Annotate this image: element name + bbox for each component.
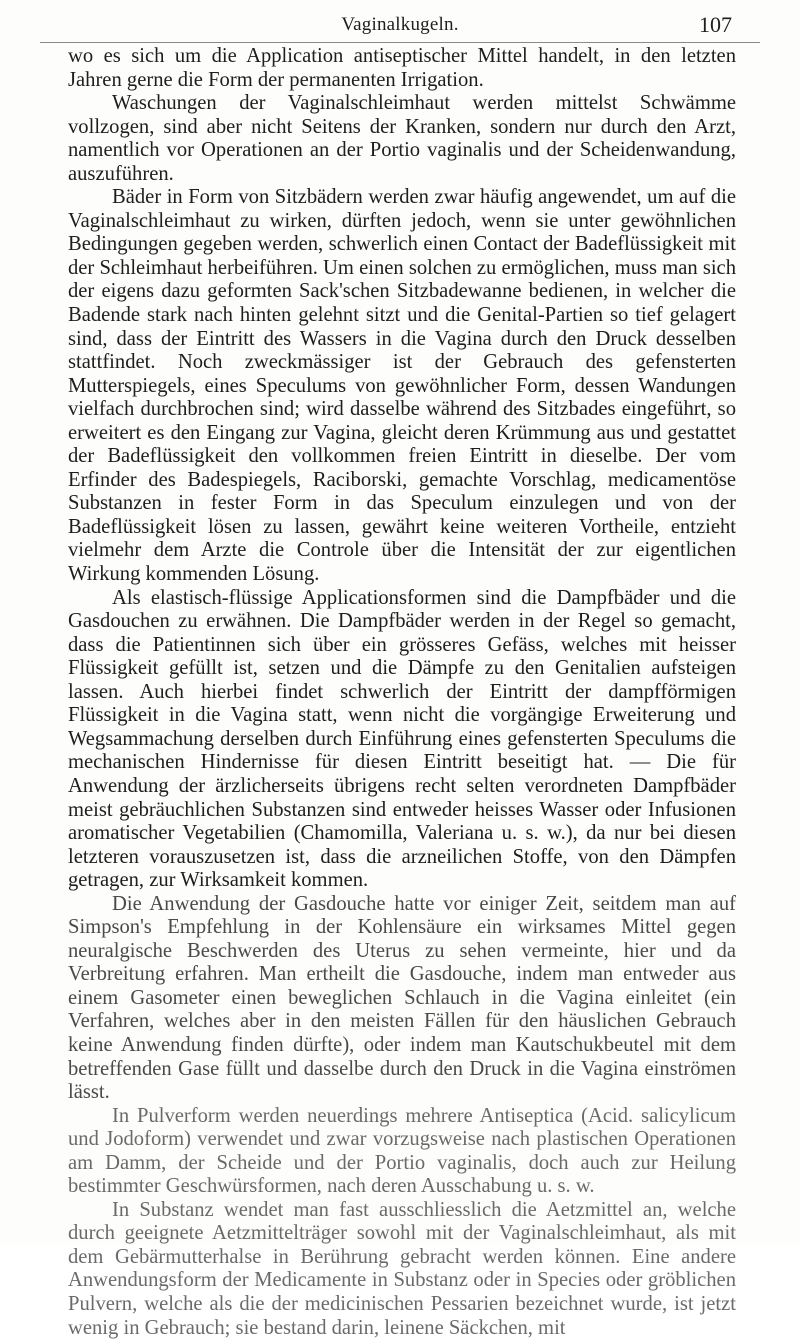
- running-title: Vaginalkugeln.: [341, 14, 459, 35]
- paragraph-3: Bäder in Form von Sitzbädern werden zwar häufig angewendet, um auf die Vaginalschleimhaut zu wirken, dürften jedoch, wenn sie unter gewöhnlichen Bedingungen gegeben werden, schwerlich einen Contact der Badeflüssigkeit mit der Schleimhaut herbeiführen. Um einen solchen zu ermöglichen, muss man sich der eigens dazu geformten Sack'schen Sitzbadewanne bedienen, in welcher die Badende stark nach hinten gelehnt sitzt und die Genital-Partien so tief gelagert sind, dass der Eintritt des Wassers in die Vagina durch den Druck desselben stattfindet. Noch zweckmässiger ist der Gebrauch des gefensterten Mutterspiegels, eines Speculums von gewöhnlicher Form, dessen Wandungen vielfach durchbrochen sind; wird dasselbe während des Sitzbades eingeführt, so erweitert es den Eingang zur Vagina, gleicht deren Krümmung aus und gestattet der Badeflüssigkeit den vollkommen freien Eintritt in dieselbe. Der vom Erfinder des Badespiegels, Raciborski, gemachte Vorschlag, medicamentöse Substanzen in fester Form in das Speculum einzulegen und von der Badeflüssigkeit lösen zu lassen, gewährt keine weiteren Vortheile, entzieht vielmehr dem Arzte die Controle über die Intensität der zur eigentlichen Wirkung kommenden Lösung.: [68, 186, 736, 586]
- text-body: [68, 45, 736, 1340]
- paragraph-4: Als elastisch-flüssige Applicationsformen sind die Dampfbäder und die Gasdouchen zu erwähnen. Die Dampfbäder werden in der Regel so gemacht, dass die Patientinnen sich über ein grösseres Gefäss, welches mit heisser Flüssigkeit gefüllt ist, setzen und die Dämpfe zu den Genitalien aufsteigen lassen. Auch hierbei findet schwerlich der Eintritt der dampfförmigen Flüssigkeit in die Vagina statt, wenn nicht die vorgängige Erweiterung und Wegsammachung derselben durch Einführung eines gefensterten Speculums die mechanischen Hindernisse für diesen Eintritt beseitigt hat. — Die für Anwendung der ärzlicherseits übrigens recht selten verordneten Dampfbäder meist gebräuchlichen Substanzen sind entweder heisses Wasser oder Infusionen aromatischer Vegetabilien (Chamomilla, Valeriana u. s. w.), da nur bei diesen letzteren vorauszusetzen ist, dass die arzneilichen Stoffe, von den Dämpfen getragen, zur Wirksamkeit kommen.: [68, 586, 736, 892]
- header-rule: [40, 42, 760, 43]
- paragraph-5: Die Anwendung der Gasdouche hatte vor einiger Zeit, seitdem man auf Simpson's Empfehlung in der Kohlensäure ein wirksames Mittel gegen neuralgische Beschwerden des Uterus zu sehen vermeinte, hier und da Verbreitung erfahren. Man ertheilt die Gasdouche, indem man entweder aus einem Gasometer einen beweglichen Schlauch in die Vagina einleitet (ein Verfahren, welches aber in den meisten Fällen für den häuslichen Gebrauch keine Anwendung finden dürfte), oder indem man Kautschukbeutel mit dem betreffenden Gase füllt und dasselbe durch den Druck in die Vagina einströmen lässt.: [68, 892, 736, 1104]
- paragraph-2: Waschungen der Vaginalschleimhaut werden mittelst Schwämme vollzogen, sind aber nicht Seitens der Kranken, sondern nur durch den Arzt, namentlich vor Operationen an der Portio vaginalis und der Scheidenwandung, auszuführen.: [68, 92, 736, 185]
- running-header: [40, 8, 760, 38]
- paragraph-1: wo es sich um die Application antiseptischer Mittel handelt, in den letzten Jahren gerne die Form der permanenten Irrigation.: [68, 45, 736, 91]
- page-number: 107: [699, 12, 732, 37]
- paragraph-7: In Substanz wendet man fast ausschliesslich die Aetzmittel an, welche durch geeignete Aetzmittelträger sowohl mit der Vaginalschleimhaut, als mit dem Gebärmutterhalse in Berührung gebracht werden können. Eine andere Anwendungsform der Medicamente in Substanz oder in Species oder gröblichen Pulvern, welche als die der medicinischen Pessarien bezeichnet wurde, ist jetzt wenig in Gebrauch; sie bestand darin, leinene Säckchen, mit: [68, 1198, 736, 1339]
- paragraph-6: In Pulverform werden neuerdings mehrere Antiseptica (Acid. salicylicum und Jodoform) verwendet und zwar vorzugsweise nach plastischen Operationen am Damm, der Scheide und der Portio vaginalis, doch auch zur Heilung bestimmter Geschwürsformen, nach deren Ausschabung u. s. w.: [68, 1104, 736, 1198]
